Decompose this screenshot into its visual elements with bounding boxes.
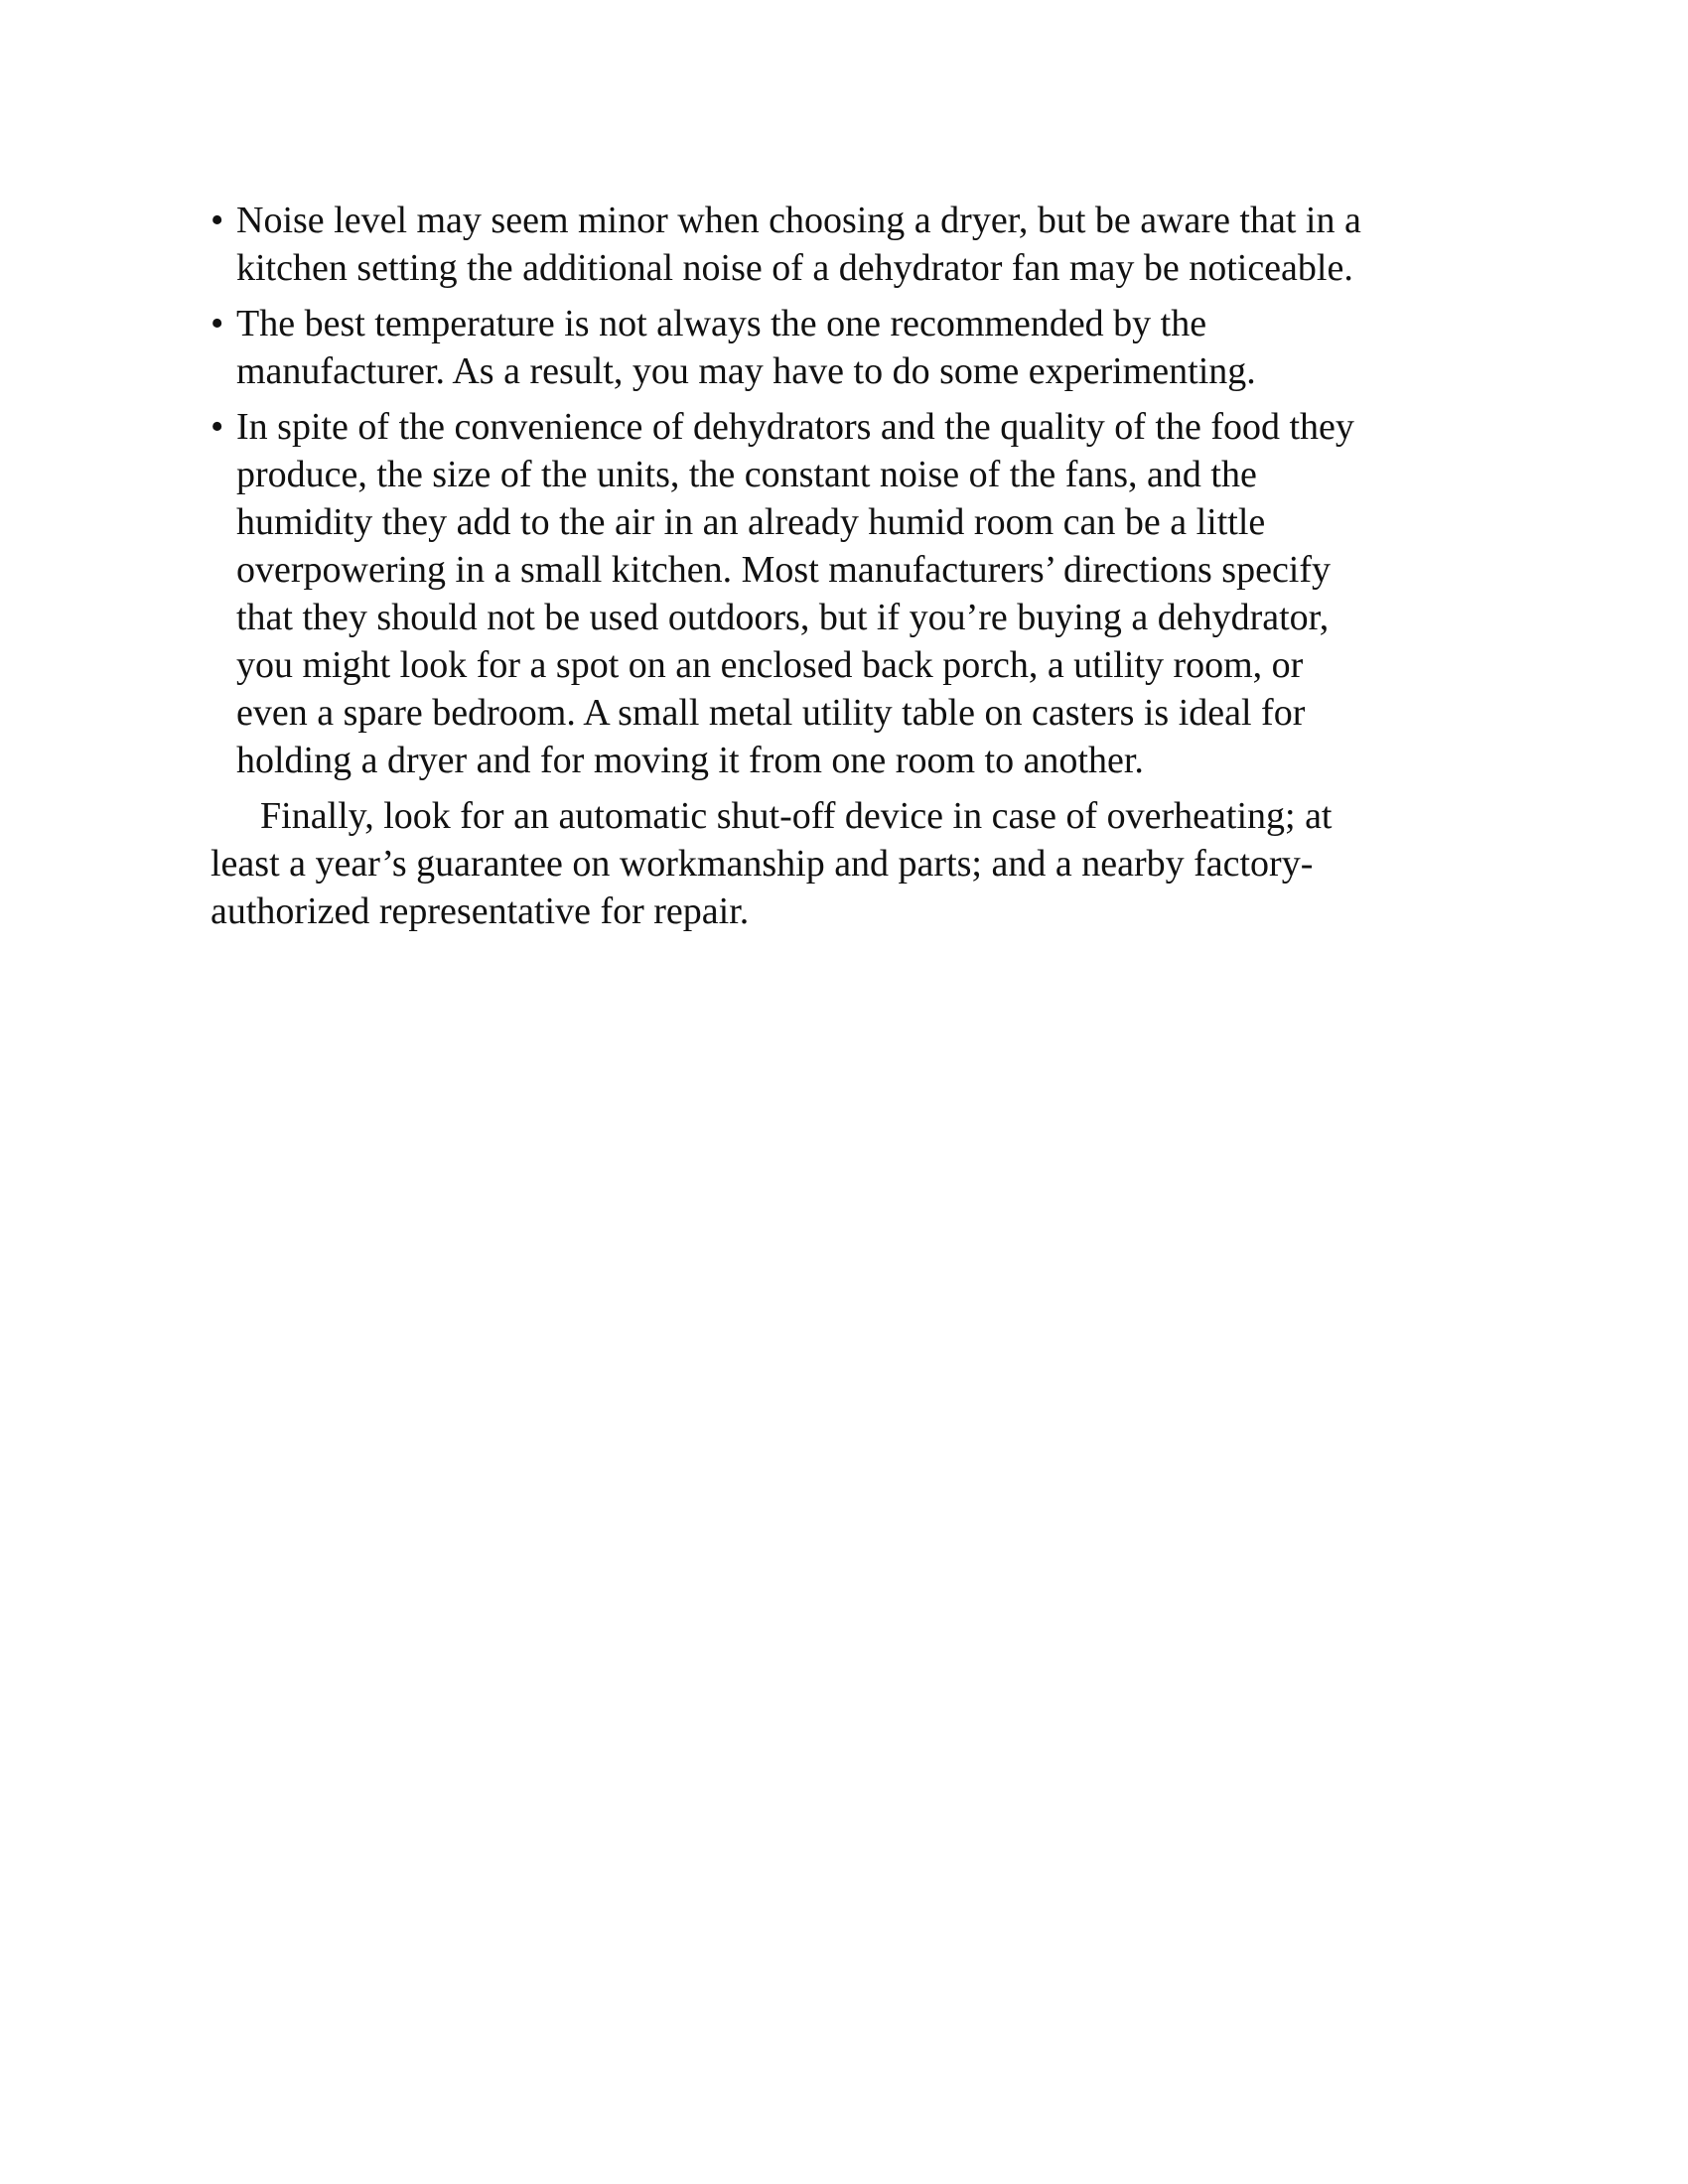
text-line: The best temperature is not always the one recommended by the — [236, 303, 1207, 344]
text-line: Noise level may seem minor when choosing a dryer, but be aware that in a — [236, 200, 1361, 241]
text-line: kitchen setting the additional noise of a dehydrator fan may be noticeable. — [236, 247, 1353, 289]
bullet-marker: • — [211, 406, 224, 448]
bullet-item-temperature — [211, 300, 1491, 395]
text-line: In spite of the convenience of dehydrators and the quality of the food they — [236, 406, 1354, 448]
text-line: humidity they add to the air in an already humid room can be a little — [236, 501, 1266, 543]
text-line: you might look for a spot on an enclosed back porch, a utility room, or — [236, 644, 1304, 686]
text-line: produce, the size of the units, the constant noise of the fans, and the — [236, 454, 1257, 495]
text-line: holding a dryer and for moving it from one room to another. — [236, 740, 1144, 781]
text-line: Finally, look for an automatic shut-off device in case of overheating; at — [260, 795, 1333, 837]
bullet-item-noise — [211, 197, 1491, 292]
page-body — [211, 197, 1491, 935]
text-line: authorized representative for repair. — [211, 890, 750, 932]
text-line: least a year’s guarantee on workmanship and parts; and a nearby factory- — [211, 843, 1314, 885]
text-line: even a spare bedroom. A small metal utility table on casters is ideal for — [236, 692, 1306, 734]
bullet-marker: • — [211, 303, 224, 344]
text-line: overpowering in a small kitchen. Most manufacturers’ directions specify — [236, 549, 1332, 591]
text-line: that they should not be used outdoors, but if you’re buying a dehydrator, — [236, 597, 1330, 638]
closing-paragraph — [211, 792, 1491, 935]
text-line: manufacturer. As a result, you may have to do some experimenting. — [236, 350, 1256, 392]
bullet-item-placement — [211, 403, 1491, 784]
bullet-marker: • — [211, 200, 224, 241]
bullet-list — [211, 197, 1491, 784]
